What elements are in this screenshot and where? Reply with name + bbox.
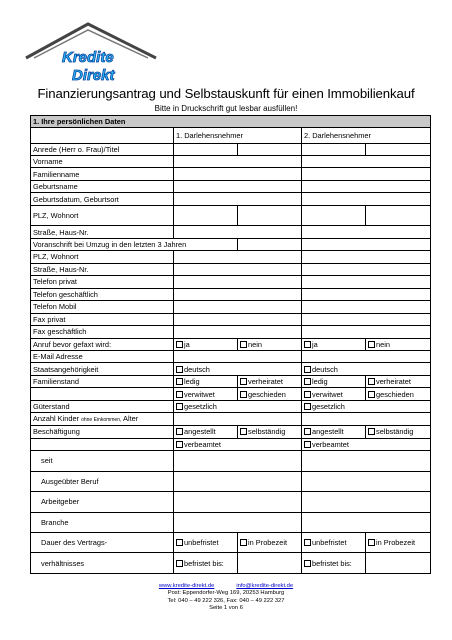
input-cell[interactable] xyxy=(366,553,431,574)
option-cell[interactable] xyxy=(302,400,431,412)
checkbox[interactable] xyxy=(304,378,311,385)
form-row-branche xyxy=(31,512,431,532)
option-cell[interactable] xyxy=(174,532,238,552)
option-cell[interactable] xyxy=(366,338,431,350)
checkbox[interactable] xyxy=(176,428,183,435)
checkbox[interactable] xyxy=(176,403,183,410)
row-label: Vorname xyxy=(31,156,174,168)
option-label: nein xyxy=(376,339,390,349)
input-cell[interactable] xyxy=(302,226,431,238)
input-cell[interactable] xyxy=(174,263,302,275)
form-row-email xyxy=(31,351,431,363)
input-cell[interactable] xyxy=(302,251,431,263)
row-label: PLZ, Wohnort xyxy=(31,251,174,263)
form-row-verhaeltnis xyxy=(31,553,431,574)
checkbox[interactable] xyxy=(176,560,183,567)
form-row-tel-gesch xyxy=(31,288,431,300)
personal-data-form xyxy=(30,115,431,574)
option-cell[interactable] xyxy=(302,553,366,574)
input-cell[interactable] xyxy=(174,276,302,288)
row-label: Voranschrift bei Umzug in den letzten 3 Jahren xyxy=(31,238,238,250)
option-label: selbständig xyxy=(376,427,414,437)
option-cell[interactable] xyxy=(366,388,431,400)
checkbox[interactable] xyxy=(304,403,311,410)
option-label: verbeamtet xyxy=(184,439,221,449)
row-label: Telefon Mobil xyxy=(31,301,174,313)
form-row-familienstand-2 xyxy=(31,388,431,400)
option-label: befristet bis: xyxy=(184,558,224,568)
checkbox[interactable] xyxy=(368,378,375,385)
row-label: Geburtsdatum, Geburtsort xyxy=(31,193,174,205)
option-label: gesetzlich xyxy=(184,402,217,412)
input-cell[interactable] xyxy=(174,492,302,512)
footer-address: Post: Eppendorfer-Weg 169, 20253 Hamburg xyxy=(167,590,285,597)
checkbox[interactable] xyxy=(368,391,375,398)
option-cell[interactable] xyxy=(174,338,238,350)
row-label: E-Mail Adresse xyxy=(31,351,174,363)
row-label: Familienname xyxy=(31,168,174,180)
borrower2-header: 2. Darlehensnehmer xyxy=(302,128,431,143)
option-label: unbefristet xyxy=(184,538,219,548)
input-cell[interactable] xyxy=(174,512,302,532)
checkbox[interactable] xyxy=(304,366,311,373)
page-footer xyxy=(0,583,452,612)
input-cell[interactable] xyxy=(302,156,431,168)
input-cell[interactable] xyxy=(238,553,302,574)
form-row-staat xyxy=(31,363,431,375)
input-cell[interactable] xyxy=(174,351,302,363)
input-cell[interactable] xyxy=(174,226,302,238)
input-cell[interactable] xyxy=(302,288,431,300)
row-label: Anruf bevor gefaxt wird: xyxy=(31,338,174,350)
option-label: verheiratet xyxy=(248,377,283,387)
input-cell[interactable] xyxy=(174,326,302,338)
form-row-plz xyxy=(31,205,431,225)
input-cell[interactable] xyxy=(174,193,302,205)
checkbox[interactable] xyxy=(304,539,311,546)
option-label: ja xyxy=(184,339,190,349)
option-cell[interactable] xyxy=(174,375,238,387)
input-cell[interactable] xyxy=(302,238,431,250)
option-label: verheiratet xyxy=(376,377,411,387)
row-label: PLZ, Wohnort xyxy=(31,205,174,225)
checkbox[interactable] xyxy=(304,341,311,348)
checkbox[interactable] xyxy=(240,391,247,398)
input-cell[interactable] xyxy=(174,168,302,180)
option-cell[interactable] xyxy=(366,426,431,438)
form-row-beschaeftigung-2 xyxy=(31,438,431,450)
row-label: verhältnisses xyxy=(31,553,174,574)
row-label: Familienstand xyxy=(31,375,174,387)
website-link[interactable]: www.kredite-direkt.de xyxy=(158,583,215,589)
option-cell[interactable] xyxy=(174,426,238,438)
input-cell[interactable] xyxy=(302,351,431,363)
checkbox[interactable] xyxy=(368,341,375,348)
email-link[interactable]: info@kredite-direkt.de xyxy=(236,583,294,589)
footer-phone: Tel: 040 – 49 222 326, Fax: 040 – 49 222 327 xyxy=(167,597,285,604)
form-row-familienname xyxy=(31,168,431,180)
input-cell[interactable] xyxy=(174,471,302,491)
input-cell[interactable] xyxy=(366,143,431,155)
checkbox[interactable] xyxy=(240,341,247,348)
option-cell[interactable] xyxy=(366,532,431,552)
form-row-strasse2 xyxy=(31,263,431,275)
page-subtitle: Bitte in Druckschrift gut lesbar ausfüllen! xyxy=(154,104,298,113)
form-row-kinder xyxy=(31,413,431,426)
row-label: Telefon geschäftlich xyxy=(31,288,174,300)
input-cell[interactable] xyxy=(302,168,431,180)
input-cell[interactable] xyxy=(174,180,302,192)
input-cell[interactable] xyxy=(302,193,431,205)
form-row-fax-privat xyxy=(31,313,431,325)
checkbox[interactable] xyxy=(304,391,311,398)
checkbox[interactable] xyxy=(240,378,247,385)
option-cell[interactable] xyxy=(302,338,366,350)
page-title: Finanzierungsantrag und Selbstauskunft für einen Immobilienkauf xyxy=(37,86,415,101)
input-cell[interactable] xyxy=(174,288,302,300)
checkbox[interactable] xyxy=(176,366,183,373)
option-label: verbeamtet xyxy=(312,439,349,449)
input-cell[interactable] xyxy=(302,471,431,491)
kredite-direkt-logo xyxy=(22,18,172,90)
input-cell[interactable] xyxy=(174,251,302,263)
checkbox[interactable] xyxy=(304,441,311,448)
option-label: deutsch xyxy=(184,364,210,374)
row-label: Straße, Haus-Nr. xyxy=(31,263,174,275)
option-label: verwitwet xyxy=(184,389,215,399)
borrower1-header: 1. Darlehensnehmer xyxy=(174,128,302,143)
input-cell[interactable] xyxy=(238,205,302,225)
checkbox[interactable] xyxy=(176,441,183,448)
option-label: deutsch xyxy=(312,364,338,374)
option-label: nein xyxy=(248,339,262,349)
option-cell[interactable] xyxy=(174,388,238,400)
option-label: unbefristet xyxy=(312,538,347,548)
input-cell[interactable] xyxy=(238,143,302,155)
form-row-strasse xyxy=(31,226,431,238)
input-cell[interactable] xyxy=(302,276,431,288)
option-cell[interactable] xyxy=(174,400,302,412)
form-row-familienstand xyxy=(31,375,431,387)
option-label: selbständig xyxy=(248,427,286,437)
row-label: Anrede (Herr o. Frau)/Titel xyxy=(31,143,174,155)
logo-text-line2: Direkt xyxy=(72,67,115,84)
option-cell[interactable] xyxy=(302,426,366,438)
option-cell[interactable] xyxy=(302,532,366,552)
input-cell[interactable] xyxy=(302,451,431,471)
input-cell[interactable] xyxy=(174,301,302,313)
input-cell[interactable] xyxy=(238,238,302,250)
input-cell[interactable] xyxy=(174,451,302,471)
option-cell[interactable] xyxy=(366,375,431,387)
row-label: seit xyxy=(31,451,174,471)
option-label: verwitwet xyxy=(312,389,343,399)
row-label: Arbeitgeber xyxy=(31,492,174,512)
option-cell[interactable] xyxy=(302,363,431,375)
row-label: Beschäftigung xyxy=(31,426,174,438)
option-cell[interactable] xyxy=(238,532,302,552)
option-label: in Probezeit xyxy=(248,538,288,548)
row-label: Branche xyxy=(31,512,174,532)
checkbox[interactable] xyxy=(176,391,183,398)
input-cell[interactable] xyxy=(174,413,302,426)
input-cell[interactable] xyxy=(174,313,302,325)
option-cell[interactable] xyxy=(238,426,302,438)
option-cell[interactable] xyxy=(238,375,302,387)
checkbox[interactable] xyxy=(368,539,375,546)
row-label: Anzahl Kinder ohne Einkommen, Alter xyxy=(31,413,174,426)
checkbox[interactable] xyxy=(304,428,311,435)
row-label: Dauer des Vertrags- xyxy=(31,532,174,552)
form-row-geburtsdatum xyxy=(31,193,431,205)
option-label: ja xyxy=(312,339,318,349)
option-label: befristet bis: xyxy=(312,558,352,568)
section-title: 1. Ihre persönlichen Daten xyxy=(31,116,431,128)
row-label: Fax geschäftlich xyxy=(31,326,174,338)
input-cell[interactable] xyxy=(302,313,431,325)
form-row-arbeitgeber xyxy=(31,492,431,512)
checkbox[interactable] xyxy=(176,378,183,385)
option-cell[interactable] xyxy=(302,375,366,387)
input-cell[interactable] xyxy=(174,156,302,168)
form-row-beschaeftigung xyxy=(31,426,431,438)
option-cell[interactable] xyxy=(302,438,431,450)
option-cell[interactable] xyxy=(174,438,302,450)
input-cell[interactable] xyxy=(302,413,431,426)
row-label: Staatsangehörigkeit xyxy=(31,363,174,375)
option-label: ledig xyxy=(312,377,328,387)
option-label: geschieden xyxy=(376,389,414,399)
form-row-voranschrift xyxy=(31,238,431,250)
option-cell[interactable] xyxy=(174,553,238,574)
form-row-plz2 xyxy=(31,251,431,263)
form-row-vorname xyxy=(31,156,431,168)
option-cell[interactable] xyxy=(302,388,366,400)
form-row-tel-privat xyxy=(31,276,431,288)
option-cell[interactable] xyxy=(174,363,302,375)
option-label: ledig xyxy=(184,377,200,387)
input-cell[interactable] xyxy=(302,143,366,155)
form-row-seit xyxy=(31,451,431,471)
input-cell[interactable] xyxy=(302,512,431,532)
checkbox[interactable] xyxy=(176,341,183,348)
input-cell[interactable] xyxy=(302,205,366,225)
input-cell[interactable] xyxy=(302,180,431,192)
option-label: in Probezeit xyxy=(376,538,416,548)
input-cell[interactable] xyxy=(366,205,431,225)
row-label: Ausgeübter Beruf xyxy=(31,471,174,491)
option-label: angestellt xyxy=(312,427,344,437)
form-row-gueterstand xyxy=(31,400,431,412)
input-cell[interactable] xyxy=(174,205,238,225)
form-row-geburtsname xyxy=(31,180,431,192)
input-cell[interactable] xyxy=(302,301,431,313)
form-row-anruf xyxy=(31,338,431,350)
input-cell[interactable] xyxy=(302,492,431,512)
form-row-fax-gesch xyxy=(31,326,431,338)
row-label: Güterstand xyxy=(31,400,174,412)
logo-text-line1: Kredite xyxy=(62,49,114,66)
option-label: geschieden xyxy=(248,389,286,399)
form-row-beruf xyxy=(31,471,431,491)
row-label: Fax privat xyxy=(31,313,174,325)
option-label: gesetzlich xyxy=(312,402,345,412)
borrower-header-row xyxy=(31,128,431,143)
form-row-dauer xyxy=(31,532,431,552)
checkbox[interactable] xyxy=(304,560,311,567)
row-label: Geburtsname xyxy=(31,180,174,192)
checkbox[interactable] xyxy=(240,428,247,435)
checkbox[interactable] xyxy=(176,539,183,546)
form-row-anrede xyxy=(31,143,431,155)
row-label: Straße, Haus-Nr. xyxy=(31,226,174,238)
row-label: Telefon privat xyxy=(31,276,174,288)
input-cell[interactable] xyxy=(302,263,431,275)
option-label: angestellt xyxy=(184,427,216,437)
form-row-tel-mobil xyxy=(31,301,431,313)
option-cell[interactable] xyxy=(238,338,302,350)
option-cell[interactable] xyxy=(238,388,302,400)
footer-page-number: Seite 1 von 6 xyxy=(209,604,243,611)
checkbox[interactable] xyxy=(240,539,247,546)
checkbox[interactable] xyxy=(368,428,375,435)
input-cell[interactable] xyxy=(174,143,238,155)
input-cell[interactable] xyxy=(302,326,431,338)
